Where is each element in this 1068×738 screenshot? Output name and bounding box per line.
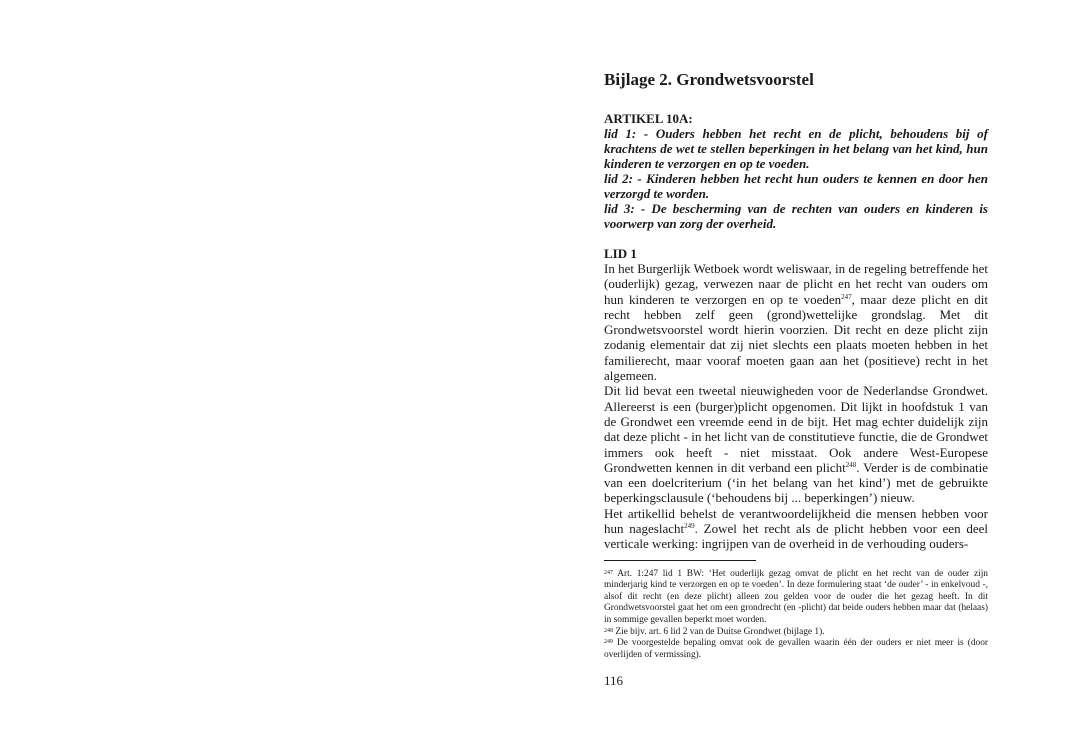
footnote-text: De voorgestelde bepaling omvat ook de gevallen waarin één der ouders er niet meer is (door overlijden of vermissing). [604, 638, 988, 660]
paragraph-2-text-b: . Verder is de combinatie van een doelcriterium (‘in het belang van het kind’) met de gebruikte beperkingsclausule (‘behoudens bij ... beperkingen’) nieuw. [604, 459, 989, 506]
footnote-247 [604, 569, 988, 627]
footnote-text: Art. 1:247 lid 1 BW: ‘Het ouderlijk gezag omvat de plicht en het recht van de ouder zijn minderjarig kind te verzorgen en op te voeden’. In deze formulering staat ‘de ouder’ - in enkelvoud -, alsof dit recht (en deze plicht) alleen zou gelden voor de ouder die het gezag heeft. In dit Grondwetsvoorstel gaat het om een grondrecht (en -plicht) dat beide ouders hebben maar dat (helaas) in sommige gevallen beperkt moet worden. [604, 568, 988, 626]
footnote-number: 247 [604, 569, 613, 576]
artikel-lid-2: lid 2: - Kinderen hebben het recht hun ouders te kennen en door hen verzorgd te worden. [604, 171, 988, 201]
footnote-ref-247: 247 [841, 292, 852, 301]
page-number: 116 [604, 673, 624, 689]
artikel-lid-1: lid 1: - Ouders hebben het recht en de plicht, behoudens bij of krachtens de wet te stellen beperkingen in het belang van het kind, hun kinderen te verzorgen en op te voeden. [604, 126, 988, 171]
paragraph-1 [604, 261, 988, 383]
footnote-number: 249 [604, 639, 613, 646]
document-page [604, 70, 988, 688]
paragraph-1-text-b: , maar deze plicht en dit recht hebben zelf geen (grond)wettelijke grondslag. Met dit Grondwetsvoorstel wordt hierin voorzien. Dit recht en deze plicht zijn zodanig elementair dat zij niet slechts een plaats moeten hebben in het familierecht, maar vooraf moeten gaan aan het (positieve) recht in het algemeen. [604, 291, 988, 384]
paragraph-3-text-b: . Zowel het recht als de plicht hebben voor een deel verticale werking: ingrijpen van de overheid in de verhouding ouders- [604, 521, 988, 552]
artikel-lid-3: lid 3: - De bescherming van de rechten van ouders en kinderen is voorwerp van zorg der overheid. [604, 201, 988, 231]
footnote-249 [604, 638, 988, 661]
footnote-ref-249: 249 [684, 522, 695, 531]
footnote-ref-248: 248 [845, 460, 857, 469]
paragraph-3 [604, 506, 988, 552]
page-title: Bijlage 2. Grondwetsvoorstel [604, 70, 814, 89]
paragraph-2-text-a: Dit lid bevat een tweetal nieuwigheden voor de Nederlandse Grondwet. Allereerst is een (burger)plicht opgenomen. Dit lijkt in hoofdstuk 1 van de Grondwet een vreemde eend in de bijt. Het mag echter duidelijk zijn dat deze plicht - in het licht van de constitutieve functie, die de Grondwet immers ook heeft - niet misstaat. Ook andere West-Europese Grondwetten kennen in dit verband een plicht [604, 383, 988, 475]
footnote-text: Zie bijv. art. 6 lid 2 van de Duitse Grondwet (bijlage 1). [615, 626, 825, 637]
artikel-heading: ARTIKEL 10A: [604, 111, 693, 126]
paragraph-3-text-a: Het artikellid behelst de verantwoordelijkheid die mensen hebben voor hun nageslacht [604, 505, 988, 537]
footnote-248 [604, 627, 988, 639]
footnote-number: 248 [604, 627, 613, 634]
paragraph-2 [604, 383, 988, 505]
footnote-divider [604, 560, 756, 561]
paragraph-1-text-a: In het Burgerlijk Wetboek wordt weliswaar, in de regeling betreffende het (ouderlijk) gezag, verwezen naar de plicht en het recht van ouders om hun kinderen te verzorgen en op te voeden [604, 261, 988, 307]
section-heading: LID 1 [604, 246, 637, 261]
